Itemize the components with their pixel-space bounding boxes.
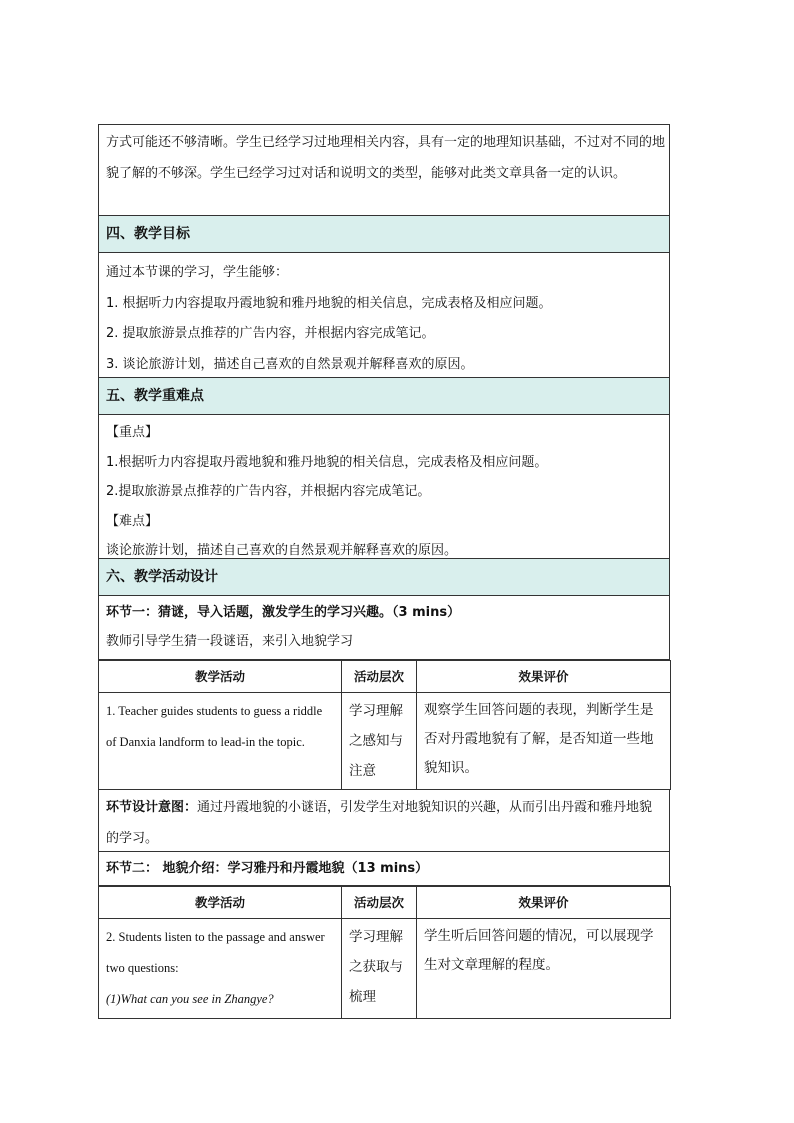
- stage1-block: [98, 596, 670, 660]
- stage1-description: 教师引导学生猜一段谜语，来引入地貌学习: [106, 634, 354, 649]
- objectives-line: 通过本节课的学习，学生能够：: [106, 265, 289, 280]
- difficulty-label: 【难点】: [106, 513, 159, 529]
- key-line: 1.根据听力内容提取丹霞地貌和雅丹地貌的相关信息，完成表格及相应问题。: [106, 454, 548, 470]
- objectives-body: [98, 253, 670, 378]
- intent-label: 环节设计意图：: [106, 800, 198, 815]
- difficulty-line: 谈论旅游计划，描述自己喜欢的自然景观并解释喜欢的原因。: [106, 543, 458, 558]
- objectives-line: 3. 谈论旅游计划，描述自己喜欢的自然景观并解释喜欢的原因。: [106, 356, 474, 372]
- stage1-activity-table: [98, 660, 671, 790]
- col-level-header: 活动层次: [342, 661, 417, 693]
- activity-cell: 1. Teacher guides students to guess a riddle of Danxia landform to lead-in the topic.: [99, 693, 342, 790]
- stage1-design-intent: [98, 790, 670, 852]
- section-objectives-header: 四、教学目标: [98, 216, 670, 253]
- evaluation-cell: 观察学生回答问题的表现，判断学生是否对丹霞地貌有了解，是否知道一些地貌知识。: [417, 693, 671, 790]
- activity-question: (1)What can you see in Zhangye?: [106, 992, 274, 1006]
- stage1-heading: 环节一：猜谜，导入话题，激发学生的学习兴趣。（3 mins）: [106, 605, 461, 620]
- stage2-block: [98, 852, 670, 886]
- stage2-activity-table: [98, 886, 671, 1019]
- objectives-line: 2. 提取旅游景点推荐的广告内容，并根据内容完成笔记。: [106, 326, 435, 341]
- lesson-plan-table: [98, 124, 670, 1019]
- keypoints-body: [98, 415, 670, 559]
- section-keypoints-header: 五、教学重难点: [98, 378, 670, 415]
- col-evaluation-header: 效果评价: [417, 661, 671, 693]
- key-label: 【重点】: [106, 425, 159, 440]
- col-level-header: 活动层次: [342, 887, 417, 919]
- evaluation-cell: 学生听后回答问题的情况，可以展现学生对文章理解的程度。: [417, 919, 671, 1019]
- level-cell: 学习理解之感知与注意: [342, 693, 417, 790]
- activity-cell: [99, 919, 342, 1019]
- col-activity-header: 教学活动: [99, 887, 342, 919]
- col-evaluation-header: 效果评价: [417, 887, 671, 919]
- col-activity-header: 教学活动: [99, 661, 342, 693]
- objectives-line: 1. 根据听力内容提取丹霞地貌和雅丹地貌的相关信息，完成表格及相应问题。: [106, 295, 552, 311]
- learner-analysis-text: 方式可能还不够清晰。学生已经学习过地理相关内容，具有一定的地理知识基础，不过对不同的地貌了解的不够深。学生已经学习过对话和说明文的类型，能够对此类文章具备一定的认识。: [98, 124, 670, 216]
- key-line: 2.提取旅游景点推荐的广告内容，并根据内容完成笔记。: [106, 484, 431, 499]
- section-activities-header: 六、教学活动设计: [98, 559, 670, 596]
- level-cell: 学习理解之获取与梳理: [342, 919, 417, 1019]
- intent-text: 通过丹霞地貌的小谜语，引发学生对地貌知识的兴趣，从而引出丹霞和雅丹地貌的学习。: [106, 800, 653, 846]
- stage2-heading: 环节二： 地貌介绍：学习雅丹和丹霞地貌（13 mins）: [106, 861, 429, 876]
- activity-text: 2. Students listen to the passage and answer two questions:: [106, 930, 325, 975]
